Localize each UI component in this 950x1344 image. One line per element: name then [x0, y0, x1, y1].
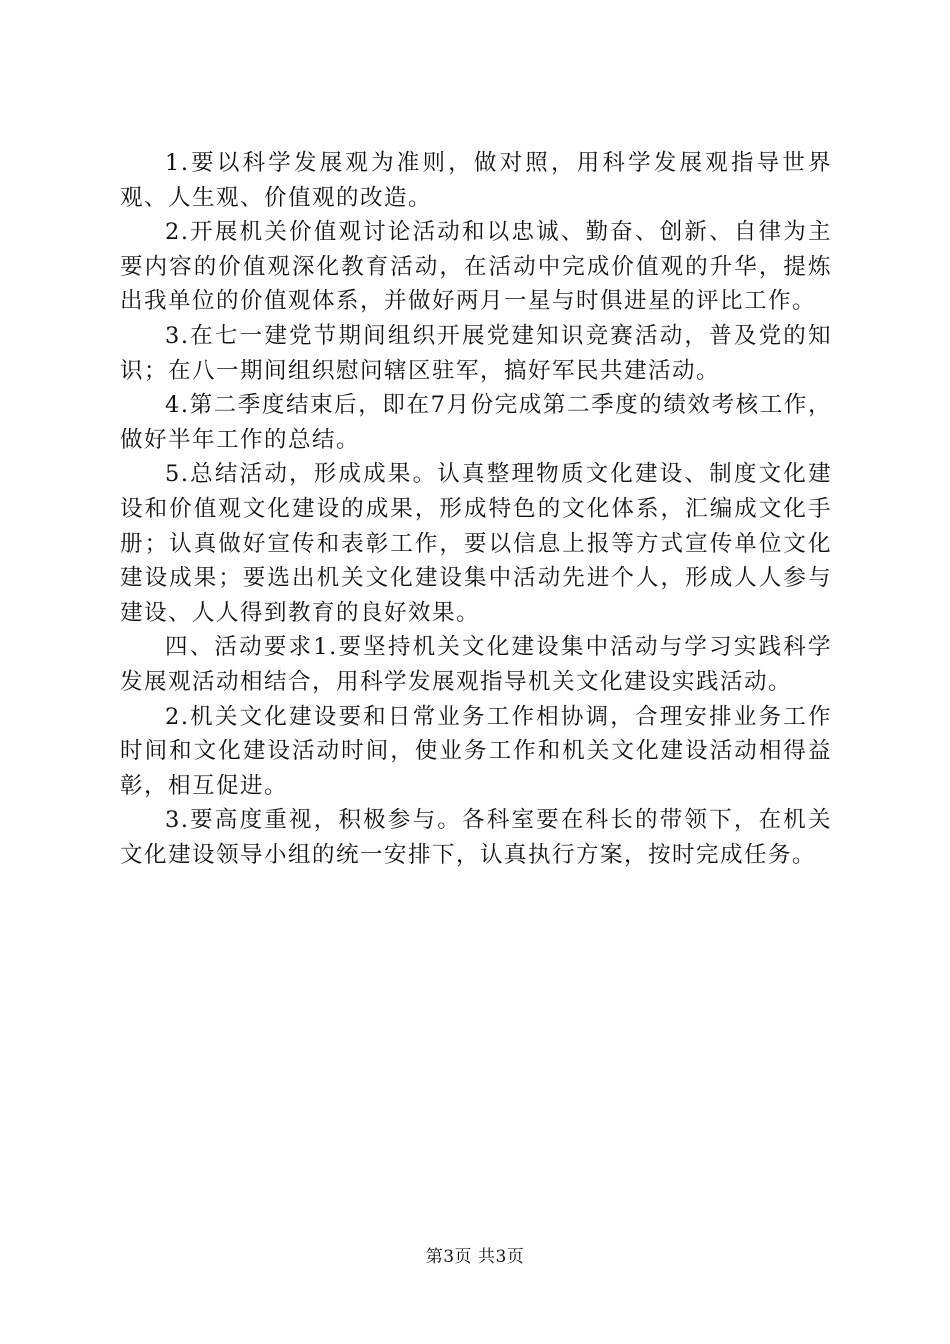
paragraph-1: 1.要以科学发展观为准则，做对照，用科学发展观指导世界观、人生观、价值观的改造。 [120, 150, 832, 211]
paragraph-7: 2.机关文化建设要和日常业务工作相协调，合理安排业务工作时间和文化建设活动时间，使业务工作和机关文化建设活动相得益彰，相互促进。 [120, 703, 832, 799]
paragraph-6: 四、活动要求1.要坚持机关文化建设集中活动与学习实践科学发展观活动相结合，用科学发展观指导机关文化建设实践活动。 [120, 634, 832, 695]
page-number-footer: 第3页 共3页 [425, 1247, 525, 1267]
paragraph-5: 5.总结活动，形成成果。认真整理物质文化建设、制度文化建设和价值观文化建设的成果，形成特色的文化体系，汇编成文化手册；认真做好宣传和表彰工作，要以信息上报等方式宣传单位文化建设成果；要选出机关文化建设集中活动先进个人，形成人人参与建设、人人得到教育的良好效果。 [120, 461, 832, 626]
paragraph-4: 4.第二季度结束后，即在7月份完成第二季度的绩效考核工作，做好半年工作的总结。 [120, 392, 832, 453]
document-body [120, 146, 832, 872]
paragraph-3: 3.在七一建党节期间组织开展党建知识竞赛活动，普及党的知识；在八一期间组织慰问辖区驻军，搞好军民共建活动。 [120, 322, 832, 384]
paragraph-2: 2.开展机关价值观讨论活动和以忠诚、勤奋、创新、自律为主要内容的价值观深化教育活动，在活动中完成价值观的升华，提炼出我单位的价值观体系，并做好两月一星与时俱进星的评比工作。 [120, 219, 832, 315]
paragraph-8: 3.要高度重视，积极参与。各科室要在科长的带领下，在机关文化建设领导小组的统一安排下，认真执行方案，按时完成任务。 [120, 807, 832, 868]
